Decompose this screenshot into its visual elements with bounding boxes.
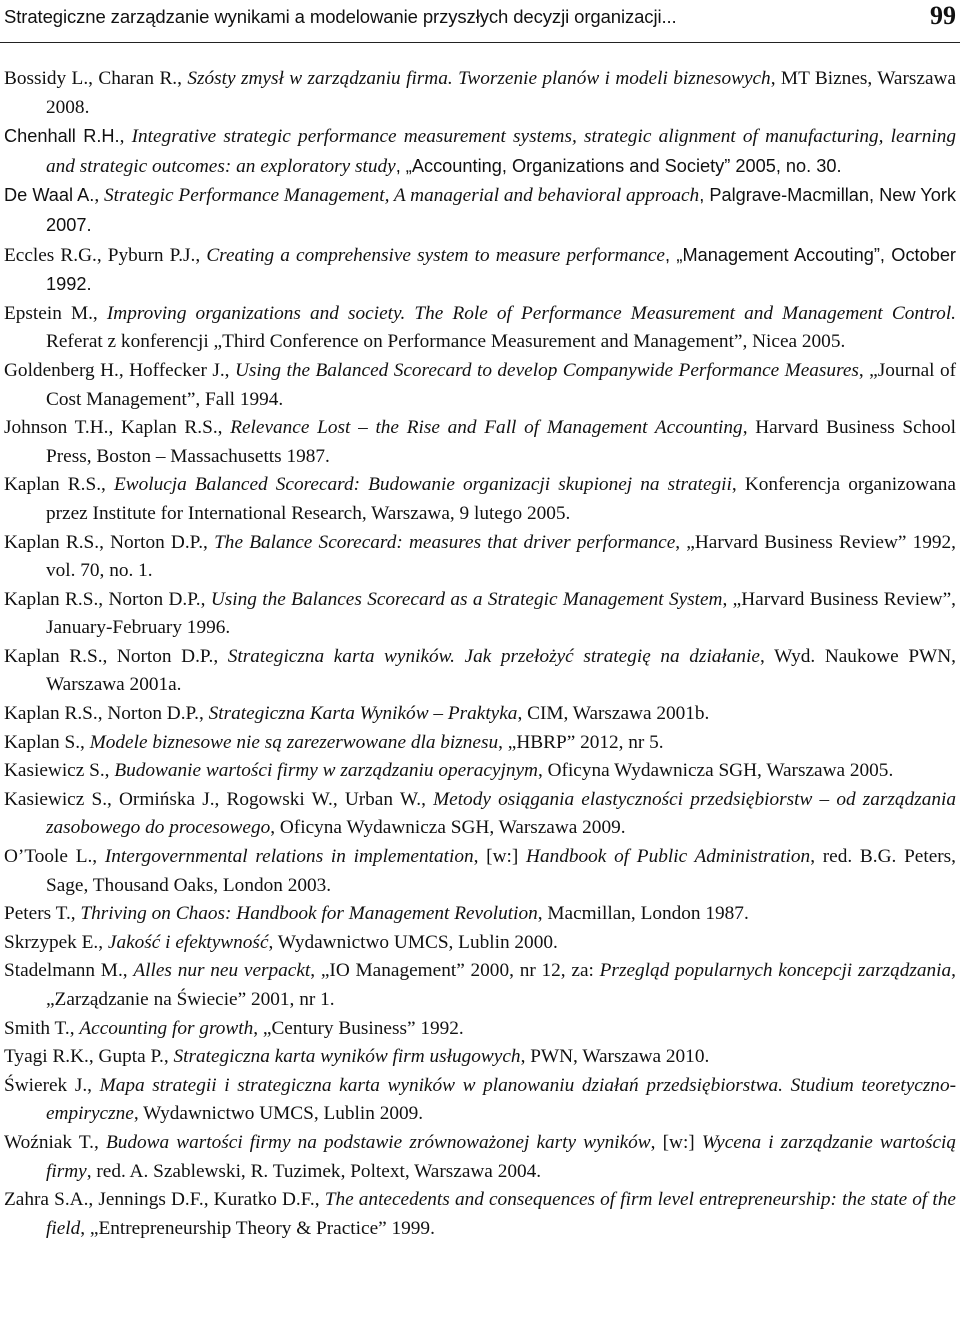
bibliography-entry	[4, 786, 956, 843]
entry-text: Świerek J.,	[4, 1074, 100, 1096]
entry-title: Strategiczna Karta Wyników – Praktyka	[208, 703, 518, 725]
entry-text: Eccles R.G., Pyburn P.J.,	[4, 244, 207, 266]
entry-text: Kaplan R.S., Norton D.P.,	[4, 531, 215, 553]
entry-text: Johnson T.H., Kaplan R.S.,	[4, 417, 231, 439]
bibliography-entry	[4, 241, 956, 300]
entry-text: , „Journal of Cost Management”, Fall 1994.	[46, 359, 957, 410]
entry-text: ,	[94, 185, 104, 207]
bibliography-entry	[4, 1072, 956, 1129]
entry-text: , Wydawnictwo UMCS, Lublin 2009.	[133, 1103, 424, 1125]
entry-title: Relevance Lost – the Rise and Fall of Management Accounting	[230, 417, 743, 439]
bibliography-entry	[4, 471, 956, 528]
entry-title: Improving organizations and society. The Role of Performance Measurement and Management Control.	[106, 302, 957, 324]
page-number: 99	[930, 1, 956, 30]
entry-title: Modele biznesowe nie są zarezerwowane dla biznesu	[89, 731, 499, 753]
bibliography-entry	[4, 414, 956, 471]
entry-text: Peters T.,	[4, 903, 81, 925]
bibliography-entry	[4, 900, 956, 929]
entry-title: Przegląd popularnych koncepcji zarządzania	[599, 960, 952, 982]
entry-text: Zahra S.A., Jennings D.F., Kuratko D.F.,	[4, 1189, 325, 1211]
entry-title: Intergovernmental relations in implementation	[104, 846, 474, 868]
entry-text: , „Accounting, Organizations and Society” 2005, no. 30.	[395, 155, 842, 176]
entry-text: Epstein M.,	[4, 302, 107, 324]
entry-text: , CIM, Warszawa 2001b.	[517, 703, 710, 725]
entry-title: Alles nur neu verpackt	[133, 960, 311, 982]
bibliography-entry	[4, 122, 956, 181]
entry-text: Skrzypek E.,	[4, 931, 108, 953]
entry-text: , [w:]	[473, 846, 527, 868]
entry-text: Kaplan R.S., Norton D.P.,	[4, 703, 209, 725]
entry-title: The Balance Scorecard: measures that driver performance	[214, 531, 676, 553]
bibliography-entry	[4, 1015, 956, 1044]
running-header-title: Strategiczne zarządzanie wynikami a modelowanie przyszłych decyzji organizacji...	[4, 6, 677, 27]
entry-title: Handbook of Public Administration	[526, 846, 811, 868]
entry-text: , Wydawnictwo UMCS, Lublin 2000.	[268, 931, 558, 953]
entry-text: O’Toole L.,	[4, 846, 105, 868]
entry-text: Goldenberg H., Hoffecker J.,	[4, 359, 235, 381]
bibliography-entry	[4, 586, 956, 643]
bibliography-entry	[4, 1186, 956, 1243]
entry-text: Smith T.,	[4, 1017, 80, 1039]
entry-title: Using the Balances Scorecard as a Strategic Management System	[210, 588, 723, 610]
entry-text: , Harvard Business School Press, Boston – Massachusetts 1987.	[46, 417, 956, 467]
bibliography-entry	[4, 1129, 956, 1186]
bibliography-entry	[4, 700, 956, 729]
bibliography-entry	[4, 529, 956, 586]
bibliography-entry	[4, 65, 956, 122]
entry-text: ,	[119, 126, 132, 148]
entry-title: Metody osiągania elastyczności przedsiębiorstw – od zarządzania zasobowego do procesowego	[46, 788, 956, 839]
entry-text: , MT Biznes, Warszawa 2008.	[46, 68, 956, 118]
entry-text: , Palgrave-Macmillan, New York 2007.	[46, 185, 956, 235]
entry-title: Budowa wartości firmy na podstawie zrównoważonej karty wyników	[105, 1131, 651, 1153]
entry-text: , [w:]	[650, 1131, 702, 1153]
entry-title: Accounting for growth	[79, 1017, 254, 1039]
entry-text: , „Entrepreneurship Theory & Practice” 1999.	[80, 1217, 435, 1239]
entry-text: Kaplan R.S.,	[4, 474, 114, 496]
entry-text: , „Century Business” 1992.	[253, 1017, 464, 1039]
bibliography-entry	[4, 957, 956, 1014]
entry-text: De Waal A.	[4, 185, 95, 206]
entry-text: , „HBRP” 2012, nr 5.	[498, 731, 664, 753]
entry-title: Mapa strategii i strategiczna karta wyników w planowaniu działań przedsiębiorstwa. Studium teoretyczno-empiryczne	[46, 1074, 957, 1125]
bibliography-entry	[4, 729, 956, 758]
entry-text: Woźniak T.,	[4, 1131, 106, 1153]
entry-text: , red. B.G. Peters, Sage, Thousand Oaks, London 2003.	[46, 846, 957, 896]
entry-text: Referat z konferencji „Third Conference on Performance Measurement and Management”, Nicea 2005.	[46, 331, 846, 353]
bibliography-entry	[4, 643, 956, 700]
entry-text: Stadelmann M.,	[4, 960, 134, 982]
entry-title: Budowanie wartości firmy w zarządzaniu operacyjnym	[114, 760, 538, 782]
entry-text: Tyagi R.K., Gupta P.,	[4, 1046, 174, 1068]
entry-text: , Konferencja organizowana przez Institute for International Research, Warszawa, 9 lutego 2005.	[46, 474, 956, 524]
bibliography-entry	[4, 300, 956, 357]
entry-text: , Oficyna Wydawnicza SGH, Warszawa 2009.	[270, 817, 626, 839]
bibliography-entry	[4, 181, 956, 240]
entry-text: Bossidy L., Charan R.,	[4, 68, 188, 89]
entry-title: Strategiczna karta wyników firm usługowych	[173, 1046, 521, 1068]
entry-text: Chenhall R.H.	[4, 126, 120, 147]
entry-title: Ewolucja Balanced Scorecard: Budowanie organizacji skupionej na strategii	[113, 474, 732, 496]
entry-title: Jakość i efektywność	[107, 931, 269, 953]
entry-text: Kaplan R.S., Norton D.P.,	[4, 588, 211, 610]
entry-text: Kaplan R.S., Norton D.P.,	[4, 645, 228, 667]
entry-text: , „Harvard Business Review”, January-February 1996.	[46, 588, 956, 639]
entry-text: , Wyd. Naukowe PWN, Warszawa 2001a.	[46, 645, 956, 696]
entry-title: Using the Balanced Scorecard to develop Companywide Performance Measures	[234, 359, 859, 381]
bibliography-entry	[4, 757, 956, 786]
bibliography-entry	[4, 357, 956, 414]
entry-text: , red. A. Szablewski, R. Tuzimek, Poltext, Warszawa 2004.	[86, 1160, 542, 1182]
entry-title: Wycena i zarządzanie wartością firmy	[46, 1131, 956, 1182]
entry-text: Kaplan S.,	[4, 731, 90, 753]
entry-text: , PWN, Warszawa 2010.	[520, 1046, 710, 1068]
entry-text: Kasiewicz S., Ormińska J., Rogowski W., Urban W.,	[4, 788, 434, 810]
entry-title: Creating a comprehensive system to measure performance	[206, 244, 665, 266]
bibliography-entry	[4, 929, 956, 958]
entry-text: , „IO Management” 2000, nr 12, za:	[310, 960, 600, 982]
entry-text: , „Zarządzanie na Świecie” 2001, nr 1.	[46, 960, 956, 1010]
running-header	[0, 0, 960, 43]
bibliography-entry	[4, 843, 956, 900]
entry-title: Szósty zmysł w zarządzaniu firma. Tworzenie planów i modeli biznesowych	[187, 68, 771, 89]
entry-title: Thriving on Chaos: Handbook for Management Revolution	[80, 903, 538, 925]
entry-title: The antecedents and consequences of firm level entrepreneurship: the state of the field	[46, 1189, 956, 1239]
bibliography-entry	[4, 1043, 956, 1072]
entry-title: Integrative strategic performance measurement systems, strategic alignment of manufacturing, learning and strategic outcomes: an exploratory study	[46, 126, 956, 177]
entry-text: Kasiewicz S.,	[4, 760, 115, 782]
entry-text: , Oficyna Wydawnicza SGH, Warszawa 2005.	[537, 760, 894, 782]
entry-text: , Macmillan, London 1987.	[537, 903, 749, 925]
entry-title: Strategic Performance Management, A managerial and behavioral approach	[103, 185, 700, 207]
entry-title: Strategiczna karta wyników. Jak przełożyć strategię na działanie	[227, 645, 760, 667]
entry-text: , „Harvard Business Review” 1992, vol. 70, no. 1.	[46, 531, 956, 582]
entry-text: , „Management Accouting”, October 1992.	[46, 244, 956, 295]
bibliography-list	[4, 65, 956, 1243]
